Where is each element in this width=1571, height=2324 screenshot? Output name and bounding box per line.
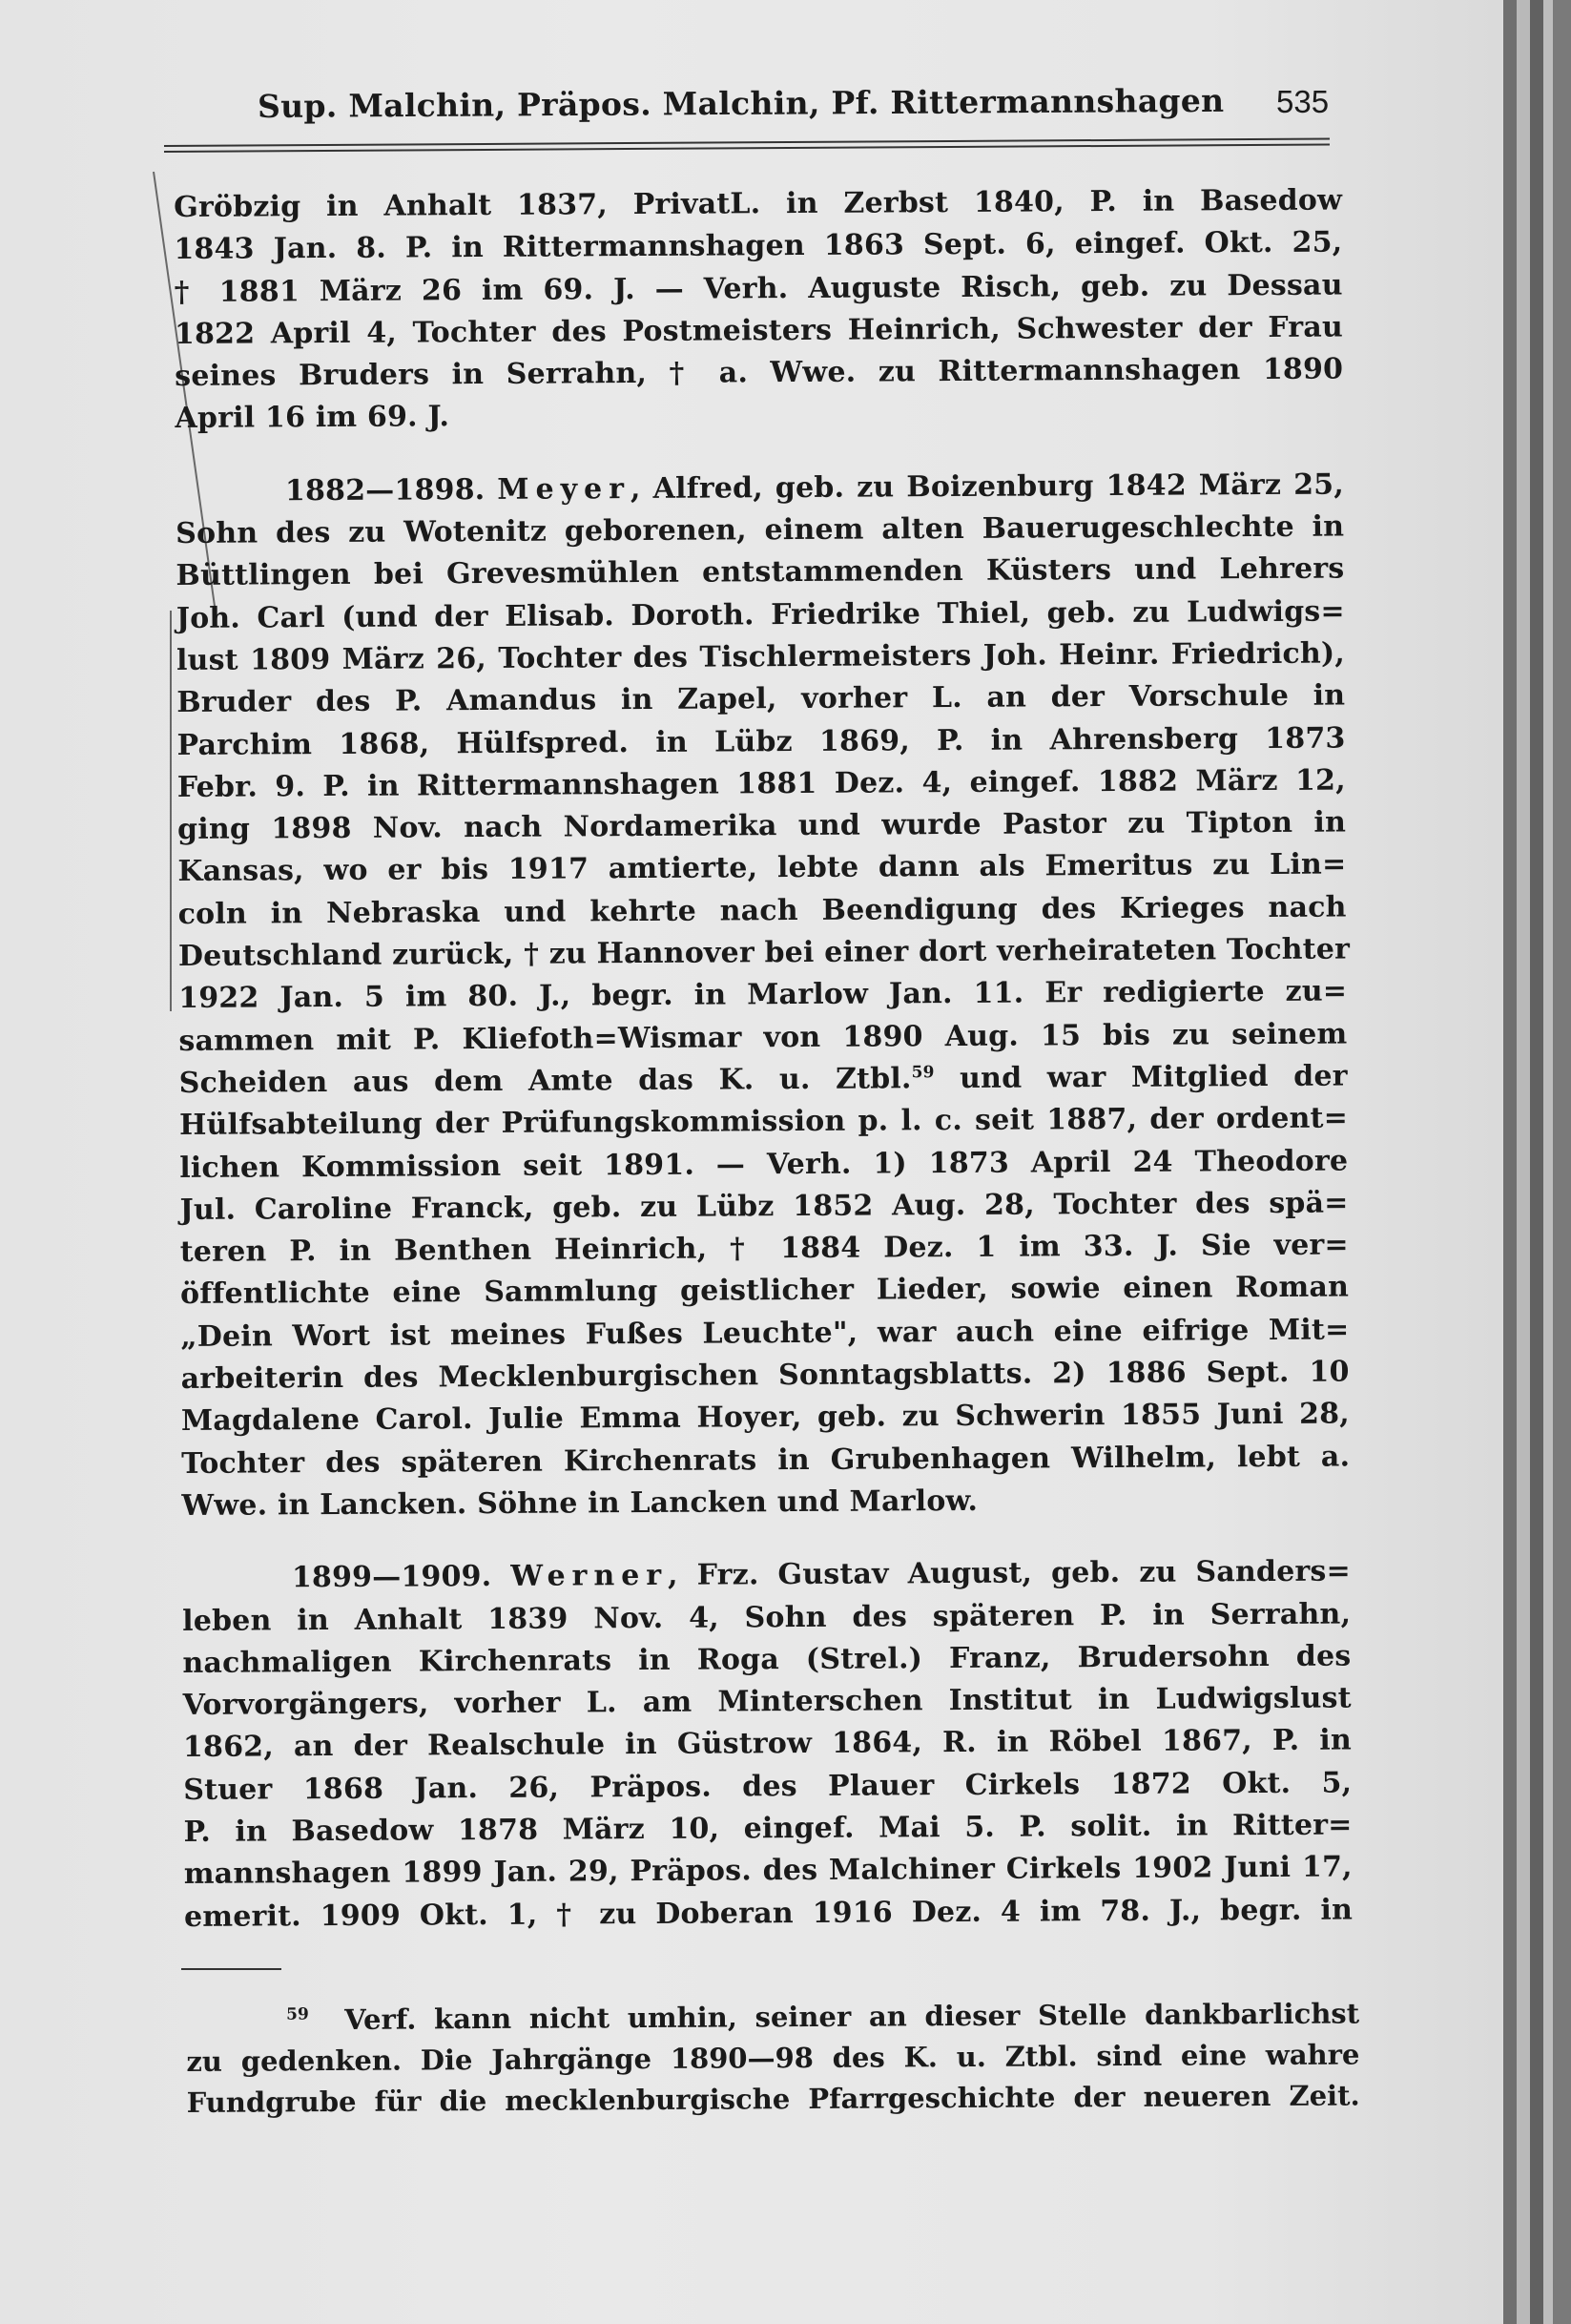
text-line: April 16 im 69. J. [175,400,450,436]
text-line: Bruder des P. Amandus in Zapel, vorher L. an der Vorschule in [176,678,1346,720]
text-line: nachmaligen Kirchenrats in Roga (Strel.) Franz, Brudersohn des [182,1639,1352,1680]
text-line: Kansas, wo er bis 1917 amtierte, lebte dann als Emeritus zu Lin= [177,847,1347,889]
footnote-separator [181,1968,281,1970]
text-line: Deutschland zurück, † zu Hannover bei einer dort verheirateten Tochter [177,932,1351,974]
text-line: seines Bruders in Serrahn, † a. Wwe. zu Rittermannshagen 1890 [175,352,1344,394]
text-line: mannshagen 1899 Jan. 29, Präpos. des Malchiner Cirkels 1902 Juni 17, [183,1850,1353,1892]
pastor-entry-meyer [176,464,1351,1527]
text-line: P. in Basedow 1878 März 10, eingef. Mai 5. P. solit. in Ritter= [183,1808,1353,1849]
text-line: † 1881 März 26 im 69. J. — Verh. Auguste Risch, geb. zu Dessau [174,268,1343,309]
text-line: Gröbzig in Anhalt 1837, PrivatL. in Zerbst 1840, P. in Basedow [174,183,1343,224]
text-line: Febr. 9. P. in Rittermannshagen 1881 Dez. 4, eingef. 1882 März 12, [176,763,1346,804]
entry-name: Werner [510,1559,669,1594]
text-line: Stuer 1868 Jan. 26, Präpos. des Plauer Cirkels 1872 Okt. 5, [183,1766,1353,1807]
entry-name: Meyer [497,471,631,507]
text-line: Hülfsabteilung der Prüfungskommission p. l. c. seit 1887, der ordent= [178,1101,1349,1143]
entry-years: 1882—1898. [284,472,486,508]
paragraph-continuation [174,180,1344,441]
book-gutter-shadow [1543,0,1553,2324]
text-line: emerit. 1909 Okt. 1, † zu Doberan 1916 Dez. 4 im 78. J., begr. in [183,1893,1354,1934]
entry-details: , Alfred, geb. zu Boizenburg 1842 März 25, [630,467,1345,506]
footnote-line: zu gedenken. Die Jahrgänge 1890—98 des K. u. Ztbl. sind eine wahre [186,2038,1360,2078]
pastor-entry-werner [182,1551,1353,1939]
text-line: teren P. in Benthen Heinrich, † 1884 Dez. 1 im 33. J. Sie ver= [179,1228,1349,1270]
entry-heading-line [182,1551,1351,1601]
text-line: „Dein Wort ist meines Fußes Leuchte", war auch eine eifrige Mit= [180,1313,1350,1354]
footnote-line: $^{59}$ Verf. kann nicht umhin, seiner an dieser Stelle dankbarlichst [286,1997,1360,2036]
text-line: 1922 Jan. 5 im 80. J., begr. in Marlow Jan. 11. Er redigierte zu= [178,974,1348,1016]
book-gutter-shadow [1553,0,1571,2324]
text-line: lust 1809 März 26, Tochter des Tischlermeisters Joh. Heinr. Friedrich), [176,636,1346,677]
footnote-line: Fundgrube für die mecklenburgische Pfarrgeschichte der neueren Zeit. [186,2079,1360,2119]
text-line: lichen Kommission seit 1891. — Verh. 1) 1873 April 24 Theodore [179,1144,1349,1185]
footnote-59 [186,1993,1360,2124]
text-line: Wwe. in Lancken. Söhne in Lancken und Marlow. [181,1484,979,1523]
text-line: Büttlingen bei Grevesmühlen entstammenden Küsters und Lehrers [176,551,1345,593]
text-line: 1822 April 4, Tochter des Postmeisters Heinrich, Schwester der Frau [174,310,1344,351]
footnote-number: 59 [286,2004,309,2024]
text-line: Tochter des späteren Kirchenrats in Grubenhagen Wilhelm, lebt a. [181,1440,1351,1481]
book-gutter-shadow [1503,0,1517,2324]
running-head [258,81,1326,125]
book-gutter-shadow [1517,0,1530,2324]
entry-details: , Frz. Gustav August, geb. zu Sanders= [668,1554,1351,1593]
text-line: Vorvorgängers, vorher L. am Minterschen Institut in Ludwigslust [182,1681,1352,1723]
text-line: Jul. Caroline Franck, geb. zu Lübz 1852 Aug. 28, Tochter des spä= [179,1186,1349,1227]
running-head-title: Sup. Malchin, Präpos. Malchin, Pf. Rittermannshagen [257,81,1225,125]
book-gutter-shadow [1530,0,1543,2324]
text-line: Joh. Carl (und der Elisab. Doroth. Friedrike Thiel, geb. zu Ludwigs= [176,594,1345,635]
text-line: 1862, an der Realschule in Güstrow 1864, R. in Röbel 1867, P. in [182,1723,1353,1765]
entry-years: 1899—1909. [291,1560,492,1595]
text-line: arbeiterin des Mecklenburgischen Sonntagsblatts. 2) 1886 Sept. 10 [180,1355,1350,1396]
text-line: coln in Nebraska und kehrte nach Beendigung des Krieges nach [177,890,1347,931]
text-line: öffentlichte eine Sammlung geistlicher Lieder, sowie einen Roman [179,1270,1350,1312]
body-text [174,180,1353,1939]
text-line: Magdalene Carol. Julie Emma Hoyer, geb. zu Schwerin 1855 Juni 28, [180,1397,1350,1439]
entry-heading-line [176,464,1344,513]
scan-artifact-line [170,611,172,1011]
footnote-reference[interactable]: 59 [911,1063,935,1083]
text-line-with-footnote: Scheiden aus dem Amte das K. u. Ztbl.$^{59}$ und war Mitglied der [178,1059,1348,1100]
text-line: leben in Anhalt 1839 Nov. 4, Sohn des späteren P. in Serrahn, [182,1596,1352,1638]
text-line: ging 1898 Nov. nach Nordamerika und wurde Pastor zu Tipton in [177,805,1347,847]
page-number: 535 [1276,84,1330,119]
text-line: Parchim 1868, Hülfspred. in Lübz 1869, P. in Ahrensberg 1873 [176,721,1346,762]
text-line: 1843 Jan. 8. P. in Rittermannshagen 1863 Sept. 6, eingef. Okt. 25, [174,225,1343,267]
text-line: Sohn des zu Wotenitz geborenen, einem alten Bauerugeschlechte in [176,509,1345,551]
text-line: sammen mit P. Kliefoth=Wismar von 1890 Aug. 15 bis zu seinem [178,1017,1348,1058]
